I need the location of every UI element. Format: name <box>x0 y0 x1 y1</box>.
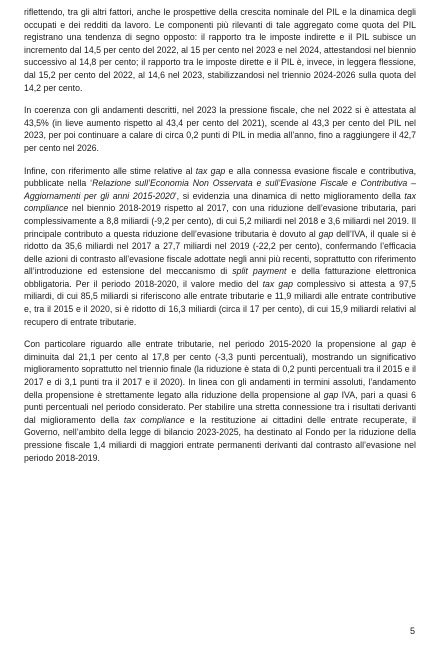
text-run: dell’IVA, il quale si è ridotto da 35,6 miliardi nel 2017 a 27,7 miliardi nel 2019 (-22,2 per cento), confermando l’efficacia delle azioni di contrasto all’evasione fiscale adottate negli anni più recenti, soprattutto con riferimento all’introduzione ed estensione del meccanismo di <box>24 228 416 277</box>
paragraph-gap-propensity <box>24 338 416 464</box>
italic-term: gap <box>318 228 334 239</box>
text-run: nel biennio 2018-2019 rispetto al 2017, con una riduzione dell’evasione tributaria, pari complessivamente a 8,8 miliardi (-9,2 per cento), di cui 5,2 miliardi nel 2018 e 3,6 miliardi nel 2019. Il principale contributo a questa riduzione dell’evasione tributaria è dovuto al <box>24 203 416 239</box>
italic-term: gap <box>391 339 407 350</box>
text-run: ’, si evidenzia una dinamica di netto miglioramento della <box>174 190 405 201</box>
text-run: In coerenza con gli andamenti descritti, nel 2023 la pressione fiscale, che nel 2022 si è attestata al 43,5% (in lieve aumento rispetto al 43,4 per cento del 2021), scende al 43,3 per cento del PIL nel 2023, per poi continuare a calare di circa 0,2 punti di PIL in media all’anno, fino a raggiungere il 42,7 per cento nel 2026. <box>24 105 416 153</box>
text-run: Con particolare riguardo alle entrate tributarie, nel periodo 2015-2020 la propensione al <box>24 339 392 350</box>
text-run: e della fatturazione elettronica obbligatoria. Per il periodo 2018-2020, il valore medio del <box>24 266 416 289</box>
text-run: e la restituzione ai cittadini delle entrate recuperate, il Governo, nell’ambito della legge di bilancio 2023-2025, ha destinato al Fondo per la riduzione della pressione fiscale 1,4 miliardi di maggiori entrate permanenti derivanti dal contrasto all’evasione nel periodo 2018-2019. <box>24 414 416 463</box>
italic-term: split payment <box>232 266 287 277</box>
text-run: è diminuita dal 21,1 per cento al 17,8 per cento (-3,3 punti percentuali), mostrando un significativo miglioramento soprattutto nel triennio finale (la riduzione è stata di 0,2 punti percentuali tra il 2015 e il 2017 e di 3,1 punti tra il 2017 e il 2020). In linea con gli andamenti in termini assoluti, l’andamento della propensione è strettamente legato alla riduzione della propensione al <box>24 339 416 400</box>
text-run: e alla connessa evasione fiscale e contributiva, pubblicate nella ‘ <box>24 165 416 189</box>
paragraph-tax-gap <box>24 165 416 329</box>
text-run: IVA, pari a quasi 6 punti percentuali nel periodo considerato. Per stabilire una stretta connessione tra i risultati derivanti dal miglioramento della <box>24 389 417 425</box>
text-run: riflettendo, tra gli altri fattori, anche le prospettive della crescita nominale del PIL e la dinamica degli occupati e dei redditi da lavoro. Le componenti più rilevanti di tale aggregato come quota del PIL registrano una tendenza di segno opposto: il rapporto tra le imposte indirette e il PIL subisce un incremento dal 14,5 per cento del 2022, al 15 per cento nel 2023 e nel 2024, attestandosi nel biennio successivo al 14,8 per cento; il rapporto tra le imposte dirette e il PIL è, invece, in leggera flessione, dal 15,2 per cento del 2022, al 14,6 nel 2023, stabilizzandosi nel triennio 2024-2026 sulla quota del 14,2 per cento. <box>24 7 416 93</box>
italic-term: tax compliance <box>123 414 185 425</box>
paragraph-fiscal-components <box>24 6 416 94</box>
page-number: 5 <box>409 626 415 636</box>
italic-term: tax gap <box>262 278 293 289</box>
text-run: Infine, con riferimento alle stime relative al <box>24 165 196 176</box>
italic-term: tax compliance <box>24 190 417 214</box>
text-run: complessivo si attesta a 97,5 miliardi, di cui 85,5 miliardi si riferiscono alle entrate tributarie e 11,9 miliardi alle entrate contributive e, tra il 2015 e il 2020, si è ridotto di 16,3 miliardi (circa il 17 per cento), di cui 15,9 miliardi relativi al recupero di entrate tributarie. <box>24 278 417 327</box>
italic-term: tax gap <box>195 165 226 176</box>
italic-term: Relazione sull’Economia Non Osservata e sull’Evasione Fiscale e Contributiva – Aggiornamenti per gli anni 2015-2020 <box>24 178 417 201</box>
italic-term: gap <box>323 389 339 400</box>
document-body <box>24 6 416 464</box>
paragraph-tax-pressure <box>24 104 416 154</box>
